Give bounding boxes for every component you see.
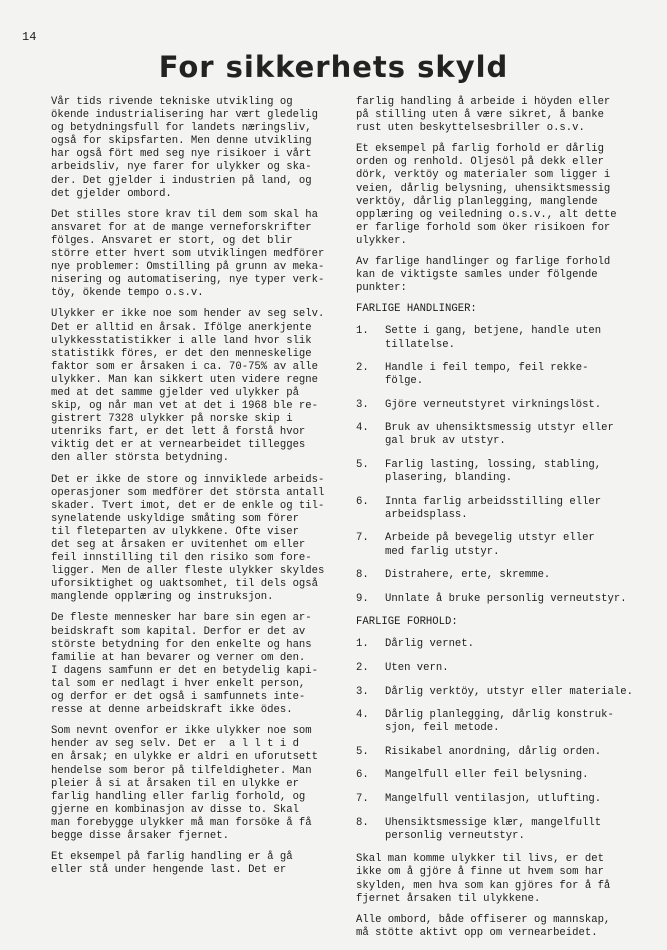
list-item (356, 362, 638, 388)
paragraph: farlig handling å arbeide i höyden eller på stilling uten å være sikret, å banke rust uten beskyttelsesbriller o.s.v. (356, 96, 611, 135)
left-column (51, 96, 337, 885)
item-text: Dårlig vernet. (385, 638, 475, 651)
item-text: Arbeide på bevegelig utstyr eller med farlig utstyr. (385, 532, 595, 558)
item-text: Handle i feil tempo, feil rekke- fölge. (385, 362, 589, 388)
paragraph: Et eksempel på farlig forhold er dårlig orden og renhold. Oljesöl på dekk eller dörk, verktöy og materialer som ligger i veien, dårlig belysning, uhensiktsmessig verktöy, dårlig planlegging, manglende opplæring og veiledning o.s.v., alt dette er farlige forhold som öker risikoen for ulykker. (356, 143, 617, 247)
list-item (356, 459, 638, 485)
page-title: For sikkerhets skyld (158, 50, 509, 84)
item-text: Innta farlig arbeidsstilling eller arbeidsplass. (385, 495, 602, 521)
item-number: 5. (356, 745, 369, 758)
handlinger-heading: FARLIGE HANDLINGER: (356, 303, 477, 316)
item-number: 4. (356, 422, 369, 435)
forhold-heading: FARLIGE FORHOLD: (356, 616, 458, 629)
list-item (356, 496, 638, 522)
item-text: Uten vern. (385, 662, 449, 674)
paragraph: Vår tids rivende tekniske utvikling og ökende industrialisering har vært gledelig og betydningsfull for landets næringsliv, også for skipsfarten. Men denne utvikling har også fört med seg nye risikoer i vårt arbeidsliv, nye farer for ulykker og ska- der. Det gjelder i industrien på land, og det gjelder ombord. (51, 96, 319, 200)
item-text: Dårlig planlegging, dårlig konstruk- sjon, feil metode. (385, 709, 614, 735)
item-text: Mangelfull ventilasjon, utlufting. (385, 793, 602, 806)
list-item (356, 769, 638, 782)
paragraph: De fleste mennesker har bare sin egen ar- beidskraft som kapital. Derfor er det av störste betydning for den enkelte og hans familie at han bevarer og verner om den. I dagens samfunn er det en betydelig kapi- tal som er nedlagt i hver enkelt person, og derfor er det også i samfunnets inte- resse at denne arbeidskraft ikke ödes. (51, 612, 319, 717)
list-item (356, 746, 638, 759)
item-number: 6. (356, 495, 369, 508)
item-number: 9. (356, 592, 369, 605)
list-item (356, 686, 638, 699)
item-number: 1. (356, 325, 369, 338)
item-number: 3. (356, 685, 369, 698)
list-item (356, 793, 638, 806)
list-item (356, 325, 638, 351)
item-text: Sette i gang, betjene, handle uten tillatelse. (385, 325, 602, 351)
item-number: 5. (356, 459, 369, 472)
item-number: 8. (356, 569, 369, 582)
item-text: Gjöre verneutstyret virkningslöst. (385, 398, 602, 411)
item-number: 4. (356, 709, 369, 722)
right-column (356, 96, 638, 948)
paragraph: Av farlige handlinger og farlige forhold kan de viktigste samles under fölgende punkter: (356, 256, 611, 295)
list-item (356, 569, 638, 582)
paragraph: Alle ombord, både offiserer og mannskap, må stötte aktivt opp om vernearbeidet. (356, 913, 611, 939)
item-number: 7. (356, 793, 369, 806)
list-item (356, 662, 638, 675)
item-number: 7. (356, 532, 369, 545)
item-text: Bruk av uhensiktsmessig utstyr eller gal bruk av utstyr. (385, 422, 614, 448)
forhold-list (356, 638, 638, 842)
item-text: Dårlig verktöy, utstyr eller materiale. (385, 685, 633, 698)
item-text: Farlig lasting, lossing, stabling, plasering, blanding. (385, 459, 602, 485)
list-item (356, 709, 638, 735)
item-text: Distrahere, erte, skremme. (385, 569, 551, 582)
paragraph: Et eksempel på farlig handling er å gå eller stå under hengende last. Det er (51, 851, 293, 877)
item-number: 2. (356, 662, 369, 674)
paragraph: Det er ikke de store og innviklede arbeids- operasjoner som medförer det största antall skader. Tvert imot, det er de enkle og til- synelatende uskyldige småting som förer til fleteparten av ulykkene. Ofte viser det seg at årsaken er uvitenhet om eller feil innstilling til den risiko som fore- ligger. Men de aller fleste ulykker skyldes uforsiktighet og uaktsomhet, til dels også manglende opplæring og instruksjon. (51, 473, 325, 604)
list-item (356, 532, 638, 558)
list-item (356, 399, 638, 412)
list-item (356, 817, 638, 843)
handlinger-list (356, 325, 638, 605)
list-item (356, 593, 638, 606)
paragraph: Ulykker er ikke noe som hender av seg selv. Det er alltid en årsak. Ifölge anerkjente ulykkesstatistikker i alle land hvor slik statistikk föres, er det den menneskelige faktor som er årsaken i ca. 70-75% av alle ulykker. Man kan sikkert uten videre regne med at det samme gjelder ved ulykker på skip, og når man vet at det i 1968 ble re- gistrert 7328 ulykker på norske skip i utenriks fart, er det lett å forstå hvor viktig det er at vernearbeidet tillegges den aller största betydning. (51, 308, 325, 465)
item-number: 6. (356, 769, 369, 782)
page-number: 14 (22, 30, 37, 44)
item-number: 8. (356, 816, 369, 829)
item-number: 1. (356, 638, 369, 651)
item-text: Mangelfull eller feil belysning. (385, 769, 589, 782)
paragraph: Det stilles store krav til dem som skal ha ansvaret for at de mange verneforskrifter fölges. Ansvaret er stort, og det blir större etter hvert som utviklingen medförer nye problemer: Omstilling på grunn av meka- nisering og automatisering, nye typer verk- töy, ökende tempo o.s.v. (51, 208, 325, 300)
item-text: Uhensiktsmessige klær, mangelfullt personlig verneutstyr. (385, 816, 602, 842)
item-text: Risikabel anordning, dårlig orden. (385, 745, 602, 758)
list-item (356, 422, 638, 448)
paragraph: Skal man komme ulykker til livs, er det ikke om å gjöre å finne ut hvem som har skylden, men hva som kan gjöres for å få fjernet årsaken til ulykkene. (356, 853, 611, 905)
paragraph: Som nevnt ovenfor er ikke ulykker noe som hender av seg selv. Det er a l l t i d en årsak; en ulykke er aldri en uforutsett hendelse som beror på tilfeldigheter. Man pleier å si at årsaken til en ulykke er farlig handling eller farlig forhold, og gjerne en kombinasjon av disse to. Skal man forebygge ulykker må man forsöke å få begge disse årsaker fjernet. (51, 725, 319, 842)
item-text: Unnlate å bruke personlig verneutstyr. (385, 592, 627, 605)
item-number: 3. (356, 398, 369, 411)
item-number: 2. (356, 362, 369, 375)
list-item (356, 638, 638, 651)
